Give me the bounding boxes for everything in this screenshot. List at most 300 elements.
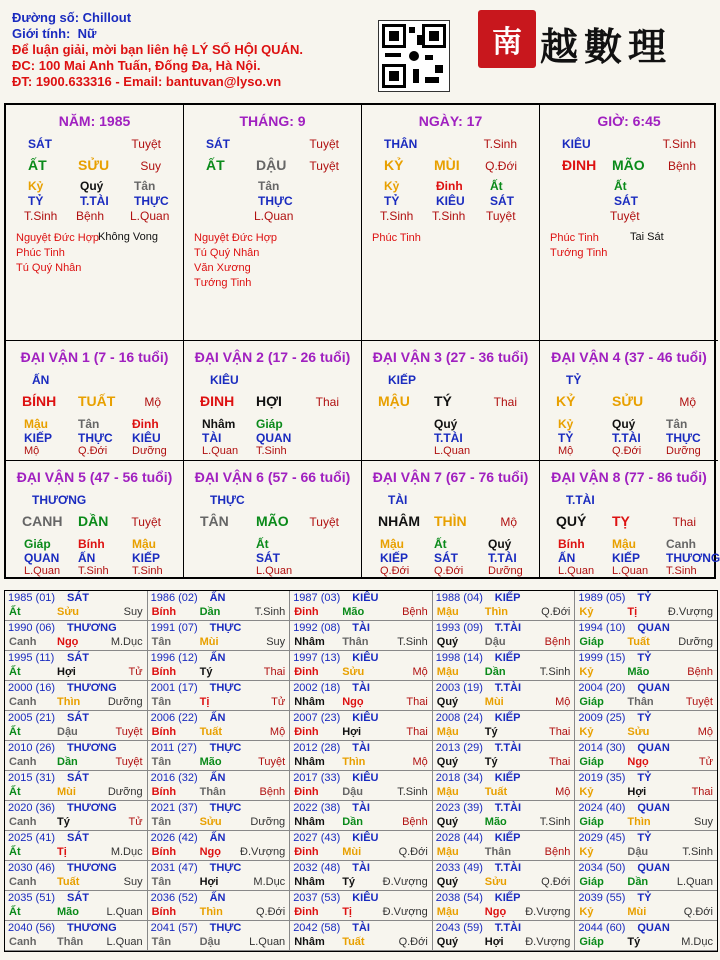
year-cell (433, 711, 576, 741)
star-list (16, 231, 99, 276)
year-stem: Bính (151, 786, 177, 798)
year-state: Đ.Vượng (525, 936, 571, 948)
hidden-state: L.Quan (254, 209, 294, 223)
year-stem: Giáp (579, 636, 604, 648)
hidden-god: QUAN (24, 551, 60, 565)
year-ten-god: TỶ (637, 592, 652, 604)
year-cell (290, 681, 433, 711)
dai-van-7 (362, 461, 540, 577)
hidden-god: KIẾP (132, 551, 161, 565)
year-cell (575, 831, 717, 861)
year-label: 2026 (42) (150, 832, 198, 844)
year-state: Tuyệt (115, 756, 143, 768)
year-stem: Bính (151, 606, 177, 618)
year-stem: Tân (151, 936, 172, 948)
year-stem: Nhâm (294, 636, 325, 648)
year-cell (433, 861, 576, 891)
year-branch: Ngọ (627, 756, 649, 768)
branch-state: Q.Đới (485, 159, 517, 173)
year-cell (5, 801, 148, 831)
year-cell (148, 771, 291, 801)
year-cell (148, 921, 291, 951)
ten-god: THÂN (384, 137, 418, 151)
year-stem: Nhâm (294, 696, 325, 708)
year-row (5, 621, 717, 651)
year-state: Đ.Vượng (525, 906, 571, 918)
year-cell (148, 741, 291, 771)
hidden-god: ẤN (558, 551, 576, 565)
star-list (550, 231, 607, 261)
year-cell (575, 861, 717, 891)
year-stem: Quý (436, 816, 459, 828)
earthly-branch: DẦN (78, 513, 109, 529)
hidden-state: T.Sinh (256, 445, 287, 457)
year-branch: Dần (199, 606, 221, 618)
pillar-3 (362, 105, 540, 341)
hidden-god: T.TÀI (434, 431, 463, 445)
year-label: 2041 (57) (150, 922, 198, 934)
year-branch: Tuất (484, 786, 508, 798)
hidden-state: Dưỡng (132, 445, 167, 457)
hidden-stem: Giáp (256, 417, 283, 431)
year-ten-god: KIẾP (494, 832, 521, 844)
year-branch: Tị (199, 696, 210, 708)
year-ten-god: TÀI (352, 862, 370, 874)
year-branch: Tý (199, 666, 213, 678)
year-ten-god: T.TÀI (494, 862, 522, 874)
year-ten-god: TỶ (637, 772, 652, 784)
year-ten-god: QUAN (637, 742, 670, 754)
hidden-god: SÁT (490, 194, 514, 208)
year-branch: Mão (57, 906, 79, 918)
year-ten-god: KIÊU (352, 892, 379, 904)
year-branch: Sửu (627, 726, 650, 738)
year-stem: Tân (151, 876, 172, 888)
year-stem: Quý (436, 756, 459, 768)
star-item: Tướng Tinh (550, 247, 608, 259)
year-row (5, 771, 717, 801)
year-state: Thai (691, 786, 713, 798)
hidden-stem: Mậu (24, 417, 48, 431)
year-branch: Tý (342, 876, 356, 888)
year-cell (575, 681, 717, 711)
year-label: 2014 (30) (578, 742, 626, 754)
year-label: 2034 (50) (578, 862, 626, 874)
year-state: Mộ (269, 726, 286, 738)
year-state: Bệnh (402, 816, 428, 828)
hidden-stem: Ất (434, 537, 447, 551)
year-ten-god: QUAN (637, 862, 670, 874)
hidden-state: Tuyệt (610, 209, 640, 223)
hidden-god: KIẾP (24, 431, 53, 445)
year-state: Dưỡng (678, 636, 713, 648)
year-stem: Đinh (294, 906, 319, 918)
heavenly-stem: BÍNH (22, 393, 57, 409)
year-cell (5, 651, 148, 681)
earthly-branch: SỬU (78, 157, 110, 173)
year-state: T.Sinh (539, 666, 571, 678)
year-branch: Dần (342, 816, 363, 828)
year-ten-god: THƯƠNG (67, 862, 117, 874)
year-cell (5, 771, 148, 801)
hidden-god: T.TÀI (80, 194, 109, 208)
year-label: 2040 (56) (8, 922, 56, 934)
year-row (5, 801, 717, 831)
year-label: 1991 (07) (150, 622, 198, 634)
year-stem: Kỷ (579, 906, 594, 918)
year-stem: Quý (436, 936, 459, 948)
year-ten-god: TỶ (637, 892, 652, 904)
dai-van-title: ĐẠI VẬN 3 (27 - 36 tuổi) (372, 349, 529, 365)
year-cell (433, 591, 576, 621)
year-stem: Nhâm (294, 816, 325, 828)
year-ten-god: T.TÀI (494, 922, 522, 934)
year-state: Tuyệt (685, 696, 713, 708)
year-label: 2009 (25) (578, 712, 626, 724)
year-stem: Mậu (436, 786, 459, 798)
year-stem: Nhâm (294, 876, 325, 888)
year-ten-god: THỰC (209, 862, 242, 874)
year-cell (290, 711, 433, 741)
year-cell (5, 921, 148, 951)
year-stem: Giáp (579, 876, 604, 888)
year-branch: Hợi (627, 786, 647, 798)
year-cell (433, 771, 576, 801)
year-ten-god: SÁT (67, 772, 89, 784)
year-cell (290, 621, 433, 651)
hidden-god: ẤN (78, 551, 96, 565)
hidden-state: T.Sinh (380, 209, 414, 223)
year-ten-god: TÀI (352, 622, 370, 634)
year-label: 1995 (11) (8, 652, 55, 664)
year-state: Q.Đới (398, 846, 428, 858)
year-state: T.Sinh (682, 846, 713, 858)
annual-luck-table (4, 590, 718, 952)
earthly-branch: THÌN (434, 513, 467, 529)
year-cell (148, 801, 291, 831)
year-stem: Giáp (579, 696, 604, 708)
year-cell (290, 891, 433, 921)
hidden-god: THỰC (258, 194, 293, 208)
star-item: Nguyệt Đức Hợp (194, 232, 278, 244)
year-state: Đ.Vượng (382, 906, 428, 918)
hidden-state: L.Quan (612, 565, 649, 577)
year-state: Thai (263, 666, 286, 678)
year-branch: Dần (627, 876, 649, 888)
dai-van-title: ĐẠI VẬN 2 (17 - 26 tuổi) (194, 349, 351, 365)
year-state: Tuyệt (258, 756, 286, 768)
year-state: Bệnh (687, 666, 713, 678)
pillar-title: GIỜ: 6:45 (597, 113, 661, 129)
year-row (5, 651, 717, 681)
year-cell (575, 891, 717, 921)
hidden-stem: Đinh (132, 417, 159, 431)
year-ten-god: TÀI (352, 802, 370, 814)
year-stem: Quý (436, 636, 459, 648)
year-stem: Ất (9, 786, 21, 798)
year-label: 1999 (15) (578, 652, 626, 664)
year-branch: Dậu (484, 636, 506, 648)
year-branch: Hợi (199, 876, 219, 888)
year-label: 2037 (53) (293, 892, 341, 904)
phone-email-line: ĐT: 1900.633316 - Email: bantuvan@lyso.vn (12, 74, 282, 89)
year-label: 1989 (05) (578, 592, 626, 604)
year-label: 1998 (14) (435, 652, 483, 664)
year-cell (575, 741, 717, 771)
hidden-god: THỰC (78, 431, 113, 445)
year-label: 2029 (45) (578, 832, 626, 844)
earthly-branch: SỬU (612, 393, 644, 409)
year-cell (575, 711, 717, 741)
year-stem: Kỷ (579, 846, 594, 858)
year-stem: Mậu (436, 726, 459, 738)
year-label: 2033 (49) (435, 862, 483, 874)
year-branch: Tuất (199, 726, 222, 738)
hidden-state: T.Sinh (666, 565, 697, 577)
year-state: Q.Đới (255, 906, 286, 918)
year-stem: Canh (9, 936, 37, 948)
year-cell (433, 831, 576, 861)
ten-god: TỶ (566, 373, 582, 387)
ten-god: SÁT (206, 137, 230, 151)
hidden-stem: Kỷ (28, 179, 44, 193)
year-cell (290, 801, 433, 831)
year-state: Đ.Vượng (382, 876, 428, 888)
year-label: 2017 (33) (293, 772, 341, 784)
year-ten-god: ẤN (209, 652, 226, 664)
year-label: 1994 (10) (578, 622, 626, 634)
year-state: Dưỡng (107, 786, 143, 798)
contact-line: Để luận giải, mời bạn liên hệ LÝ SỐ HỘI QUÁN. (12, 42, 303, 57)
year-label: 2001 (17) (150, 682, 198, 694)
hidden-state: L.Quan (434, 445, 471, 457)
hidden-stem: Quý (434, 417, 458, 431)
year-ten-god: KIẾP (494, 892, 521, 904)
year-branch: Hợi (342, 726, 362, 738)
pillar-4 (540, 105, 718, 341)
year-stem: Giáp (579, 756, 604, 768)
branch-state: Suy (140, 159, 161, 173)
year-ten-god: QUAN (637, 802, 670, 814)
year-state: Thai (406, 696, 428, 708)
star-list (194, 231, 277, 291)
hidden-state: Dưỡng (666, 445, 701, 457)
year-ten-god: TÀI (352, 742, 370, 754)
year-state: Đ.Vượng (240, 846, 286, 858)
hidden-stem: Bính (78, 537, 105, 551)
heavenly-stem: ẤT (206, 157, 225, 173)
heavenly-stem: KỶ (384, 157, 404, 173)
year-label: 2031 (47) (150, 862, 198, 874)
dai-van-title: ĐẠI VẬN 7 (67 - 76 tuổi) (372, 469, 529, 485)
star-item: Tú Quý Nhân (194, 247, 260, 259)
year-branch: Thìn (199, 906, 223, 918)
year-cell (5, 591, 148, 621)
hidden-god: KIÊU (132, 431, 161, 445)
year-label: 1985 (01) (8, 592, 56, 604)
dai-van-3 (362, 341, 540, 461)
year-ten-god: TÀI (352, 922, 370, 934)
year-ten-god: SÁT (67, 832, 89, 844)
hidden-state: Mộ (24, 445, 40, 457)
year-ten-god: KIÊU (352, 832, 379, 844)
year-branch: Sửu (57, 606, 80, 618)
year-cell (148, 681, 291, 711)
year-stem: Giáp (579, 936, 604, 948)
hidden-god: QUAN (256, 431, 292, 445)
hidden-stem: Quý (80, 179, 104, 193)
earthly-branch: TUẤT (78, 393, 116, 409)
year-cell (575, 771, 717, 801)
hidden-god: SÁT (614, 194, 638, 208)
year-label: 2016 (32) (150, 772, 198, 784)
pillar-title: THÁNG: 9 (239, 113, 306, 129)
year-branch: Tị (627, 606, 638, 618)
hidden-god: TỶ (384, 194, 400, 208)
year-state: Tử (271, 696, 286, 708)
year-stem: Giáp (579, 816, 604, 828)
hidden-god: THƯƠNG (666, 551, 720, 565)
ten-god: THỰC (210, 493, 245, 507)
hidden-state: Q.Đới (78, 445, 108, 457)
year-label: 2000 (16) (8, 682, 56, 694)
year-state: Q.Đới (398, 936, 428, 948)
year-cell (433, 921, 576, 951)
hidden-stem: Mậu (612, 537, 636, 551)
year-ten-god: SÁT (67, 592, 89, 604)
year-stem: Tân (151, 636, 172, 648)
year-label: 2025 (41) (8, 832, 56, 844)
pillar-state: T.Sinh (662, 137, 696, 151)
star-right: Không Vong (98, 231, 158, 243)
year-label: 2006 (22) (150, 712, 198, 724)
year-stem: Tân (151, 756, 172, 768)
year-cell (5, 741, 148, 771)
year-cell (433, 651, 576, 681)
year-ten-god: QUAN (637, 682, 670, 694)
year-cell (433, 741, 576, 771)
year-branch: Mùi (484, 696, 504, 708)
year-state: Suy (266, 636, 286, 648)
hidden-state: T.Sinh (132, 565, 163, 577)
year-state: Suy (694, 816, 713, 828)
year-stem: Đinh (294, 786, 319, 798)
year-label: 2032 (48) (293, 862, 341, 874)
hidden-state: Q.Đới (434, 565, 464, 577)
dai-van-6 (184, 461, 362, 577)
dai-van-title: ĐẠI VẬN 4 (37 - 46 tuổi) (551, 349, 707, 365)
year-state: M.Dục (253, 876, 286, 888)
hidden-stem: Giáp (24, 537, 51, 551)
hidden-state: Q.Đới (380, 565, 410, 577)
year-label: 1990 (06) (8, 622, 56, 634)
year-state: Suy (123, 876, 143, 888)
dai-van-title: ĐẠI VẬN 5 (47 - 56 tuổi) (16, 469, 173, 485)
hidden-god: KIẾP (612, 551, 641, 565)
dv-state: Mộ (144, 395, 161, 409)
year-state: Tử (128, 816, 143, 828)
year-ten-god: THỰC (209, 802, 242, 814)
earthly-branch: HỢI (256, 393, 282, 409)
ten-god: TÀI (388, 493, 408, 507)
year-ten-god: T.TÀI (494, 802, 522, 814)
star-item: Tú Quý Nhân (16, 262, 82, 274)
year-cell (5, 621, 148, 651)
year-stem: Ất (9, 846, 21, 858)
pillar-title: NĂM: 1985 (58, 113, 131, 129)
year-state: T.Sinh (397, 786, 428, 798)
year-cell (290, 921, 433, 951)
year-label: 2027 (43) (293, 832, 341, 844)
year-state: Mộ (697, 726, 713, 738)
year-label: 1996 (12) (150, 652, 198, 664)
year-cell (290, 831, 433, 861)
year-state: Mộ (555, 786, 571, 798)
hidden-stem: Quý (612, 417, 636, 431)
year-stem: Canh (9, 696, 37, 708)
year-cell (290, 741, 433, 771)
year-state: M.Dục (681, 936, 713, 948)
year-row (5, 861, 717, 891)
year-cell (575, 591, 717, 621)
year-stem: Tân (151, 816, 172, 828)
year-branch: Thân (342, 636, 369, 648)
star-right: Tai Sát (630, 231, 664, 243)
hidden-god: SÁT (434, 551, 458, 565)
year-stem: Đinh (294, 666, 319, 678)
year-ten-god: THỰC (209, 622, 242, 634)
year-state: Bệnh (259, 786, 286, 798)
year-state: M.Dục (110, 846, 143, 858)
star-item: Phúc Tinh (550, 232, 599, 244)
year-label: 2039 (55) (578, 892, 626, 904)
year-cell (290, 591, 433, 621)
year-branch: Hợi (57, 666, 76, 678)
year-ten-god: T.TÀI (494, 742, 522, 754)
dv-state: Tuyệt (309, 515, 339, 529)
dv-state: Thai (672, 515, 696, 529)
year-branch: Dậu (342, 786, 363, 798)
pillar-2 (184, 105, 362, 341)
year-ten-god: ẤN (209, 712, 226, 724)
year-ten-god: KIÊU (352, 712, 379, 724)
year-ten-god: THỰC (209, 682, 242, 694)
year-stem: Mậu (436, 906, 459, 918)
address-line: ĐC: 100 Mai Anh Tuấn, Đống Đa, Hà Nội. (12, 58, 261, 73)
year-label: 2020 (36) (8, 802, 56, 814)
year-stem: Canh (9, 756, 37, 768)
year-stem: Canh (9, 816, 37, 828)
year-stem: Ất (9, 666, 21, 678)
year-branch: Ngọ (199, 846, 221, 858)
dai-van-title: ĐẠI VẬN 1 (7 - 16 tuổi) (20, 349, 169, 365)
year-branch: Ngọ (57, 636, 79, 648)
year-cell (148, 711, 291, 741)
year-state: Thai (406, 726, 428, 738)
year-ten-god: SÁT (67, 712, 89, 724)
dv-state: Thai (493, 395, 517, 409)
year-stem: Quý (436, 696, 459, 708)
year-branch: Thân (57, 936, 84, 948)
year-state: Bệnh (544, 636, 571, 648)
year-state: T.Sinh (254, 606, 286, 618)
hidden-stem: Kỷ (384, 179, 400, 193)
hidden-state: L.Quan (202, 445, 239, 457)
year-branch: Thân (484, 846, 512, 858)
year-branch: Dậu (57, 726, 78, 738)
year-label: 2011 (27) (150, 742, 197, 754)
year-cell (433, 801, 576, 831)
